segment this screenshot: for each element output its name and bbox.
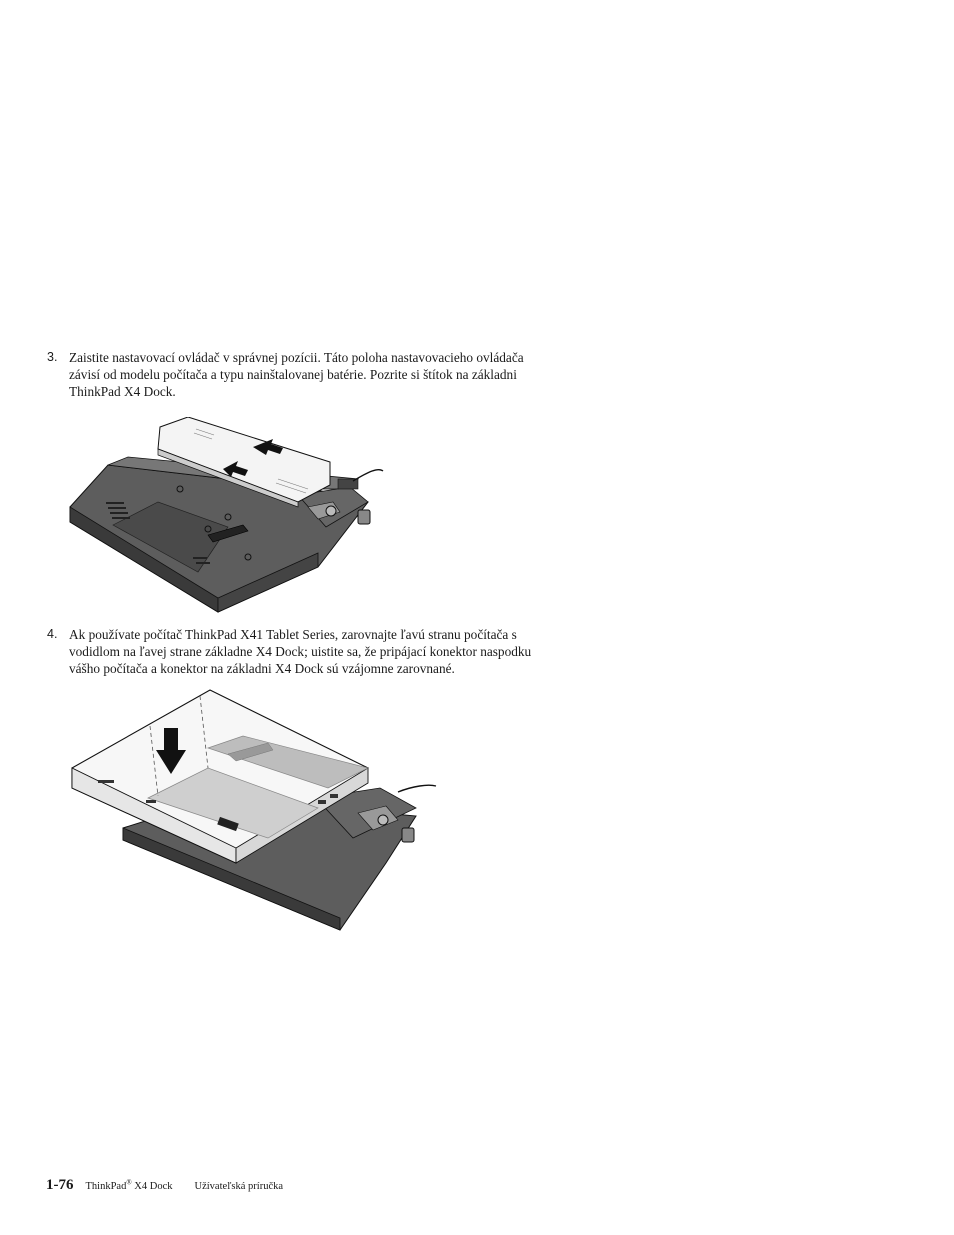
step-number: 3.: [47, 350, 58, 364]
product-model: X4 Dock: [131, 1181, 173, 1192]
registered-mark: ®: [126, 1178, 132, 1187]
step-text: Zaistite nastavovací ovládač v správnej pozícii. Táto poloha nastavovacieho ovládača závisí od modelu počítača a typu nainštalovanej batérie. Pozrite si štítok na základni ThinkPad X4 Dock.: [69, 350, 524, 399]
step-text: Ak používate počítač ThinkPad X41 Tablet Series, zarovnajte ľavú stranu počítača s vodidlom na ľavej strane základne X4 Dock; uistite sa, že pripájací konektor naspodku vášho počítača a konektor na základni X4 Dock sú vzájomne zarovnané.: [69, 627, 532, 676]
guide-title: Užívateľská príručka: [194, 1181, 284, 1192]
step-number: 4.: [47, 627, 58, 641]
step-3: [47, 349, 557, 400]
dock-adjustment-illustration: [68, 417, 388, 613]
laptop-docking-illustration: [68, 688, 440, 933]
product-name: ThinkPad: [85, 1181, 127, 1192]
page-number: 1-76: [46, 1177, 74, 1193]
step-4: [47, 626, 557, 677]
page-footer: [46, 1177, 283, 1194]
